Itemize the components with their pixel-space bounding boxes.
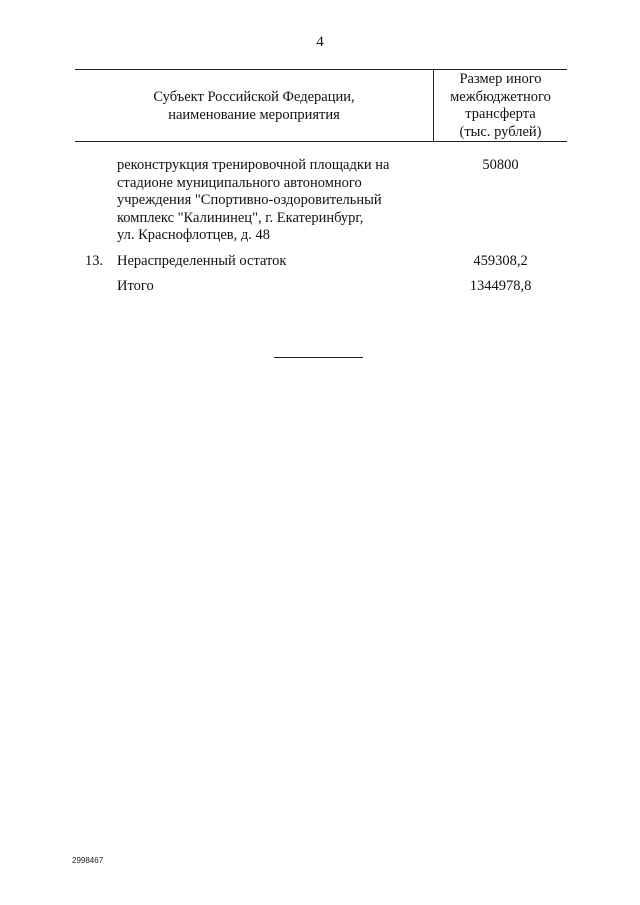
table-row-description [117, 253, 417, 271]
header-amount [434, 71, 567, 141]
table-row-amount: 459308,2 [473, 253, 528, 269]
row-description-line: учреждения "Спортивно-оздоровительный [117, 192, 382, 208]
table-header-bottom-rule [75, 141, 567, 142]
row-description-line: реконструкция тренировочной площадки на [117, 157, 390, 173]
header-subject-line: наименование мероприятия [168, 107, 340, 123]
row-description-line: комплекс "Калининец", г. Екатеринбург, [117, 209, 364, 226]
row-description-line: Нераспределенный остаток [117, 253, 287, 269]
header-amount-line: межбюджетного [450, 88, 551, 105]
table-row-number: 13. [85, 253, 104, 269]
row-description-line: стадионе муниципального автономного [117, 174, 362, 191]
header-amount-line: Размер иного [459, 71, 542, 87]
table-total-amount: 1344978,8 [469, 278, 532, 294]
table-total-label [117, 278, 417, 296]
header-amount-line: трансферта [465, 106, 536, 122]
header-subject-line: Субъект Российской Федерации, [153, 89, 355, 105]
row-description-line: Итого [117, 278, 154, 294]
document-code: 2998467 [72, 856, 104, 865]
table-row-description [117, 157, 417, 245]
row-description-line: ул. Краснофлотцев, д. 48 [117, 227, 270, 243]
document-end-rule [274, 357, 363, 358]
page-number: 4 [316, 34, 324, 50]
header-subject [75, 88, 433, 124]
header-amount-line: (тыс. рублей) [459, 123, 542, 140]
table-row-amount: 50800 [482, 157, 519, 173]
table-top-rule [75, 69, 567, 70]
